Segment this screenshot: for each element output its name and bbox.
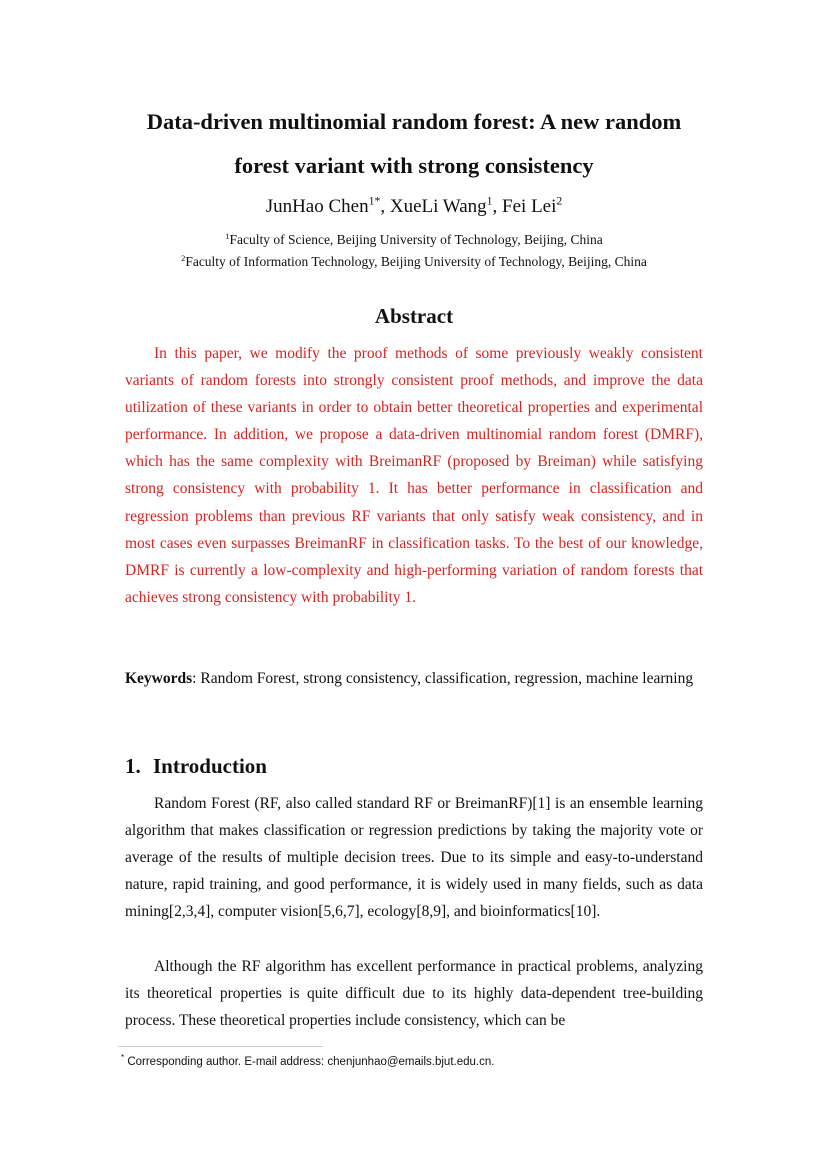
keywords-text: : Random Forest, strong consistency, classification, regression, machine learning <box>192 670 694 687</box>
author-name: Fei Lei <box>502 196 557 217</box>
section-number: 1. <box>125 754 141 778</box>
paper-title <box>100 100 728 188</box>
keywords <box>125 665 703 692</box>
author-list: JunHao Chen$^{1*}$, XueLi Wang$^1$, Fei Lei$^2$ <box>265 194 563 217</box>
intro-paragraph-2: Although the RF algorithm has excellent performance in practical problems, analyzing its theoretical properties is quite difficult due to its highly data-dependent tree-building process. These theoretical properties include consistency, which can be <box>125 958 703 1030</box>
footnote-mark: * <box>121 1053 125 1062</box>
affiliation-mark: 1 <box>225 231 230 241</box>
footnote-divider <box>118 1046 323 1047</box>
keywords-label: Keywords <box>125 670 193 687</box>
author-name: JunHao Chen <box>265 196 369 217</box>
affiliation-2 <box>100 254 728 270</box>
affiliation-text: Faculty of Science, Beijing University of Technology, Beijing, China <box>229 232 603 247</box>
intro-paragraph-1: Random Forest (RF, also called standard RF or BreimanRF)[1] is an ensemble learning algorithm that makes classification or regression predictions by taking the majority vote or average of the results of multiple decision trees. Due to its simple and easy-to-understand nature, rapid training, and good performance, it is widely used in many fields, such as data mining[2,3,4], computer vision[5,6,7], ecology[8,9], and bioinformatics[10]. <box>125 795 703 921</box>
author-name: XueLi Wang <box>389 196 487 217</box>
affiliation-text: Faculty of Information Technology, Beijing University of Technology, Beijing, China <box>185 254 647 269</box>
footnote <box>121 1053 495 1068</box>
title-line-2: forest variant with strong consistency <box>234 153 594 178</box>
affiliation-1 <box>100 232 728 248</box>
affiliation-mark: 2 <box>181 253 186 263</box>
author-mark: 1* <box>368 194 381 208</box>
title-line-1: Data-driven multinomial random forest: A new random <box>146 109 682 134</box>
footnote-text: Corresponding author. E-mail address: chenjunhao@emails.bjut.edu.cn. <box>124 1056 495 1068</box>
section-heading-introduction <box>125 754 267 779</box>
author-mark: 1 <box>486 194 493 208</box>
author-mark: 2 <box>556 194 563 208</box>
abstract-text: In this paper, we modify the proof methods of some previously weakly consistent variants of random forests into strongly consistent proof methods, and improve the data utilization of these variants in order to obtain better theoretical properties and experimental performance. In addition, we propose a data-driven multinomial random forest (DMRF), which has the same complexity with BreimanRF (proposed by Breiman) while satisfying strong consistency with probability 1. It has better performance in classification and regression problems than previous RF variants that only satisfy weak consistency, and in most cases even surpasses BreimanRF in classification tasks. To the best of our knowledge, DMRF is currently a low-complexity and high-performing variation of random forests that achieves strong consistency with probability 1. <box>125 345 703 606</box>
abstract-heading: Abstract <box>374 304 454 328</box>
section-title: Introduction <box>153 754 267 778</box>
